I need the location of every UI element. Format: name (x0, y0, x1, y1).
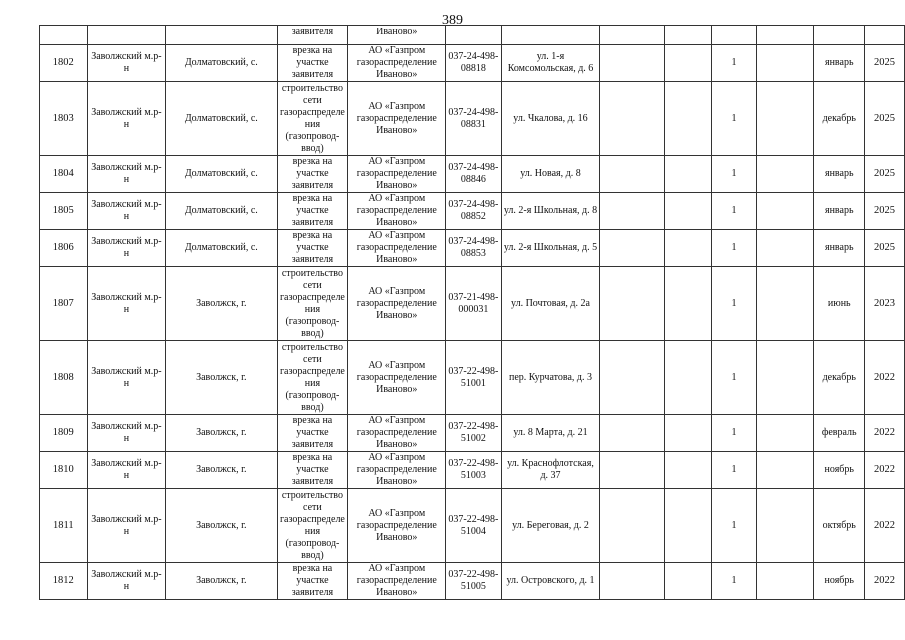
cell-empty (665, 489, 711, 563)
cell-empty (665, 267, 711, 341)
cell-empty (665, 230, 711, 267)
cell-code: 037-24-498-08846 (446, 156, 501, 193)
cell-year: 2022 (865, 489, 905, 563)
cell-empty (600, 45, 665, 82)
cell-empty (40, 26, 88, 45)
cell-work-type: врезка на участке заявителя (277, 230, 348, 267)
cell-month: январь (814, 156, 865, 193)
table-row (40, 45, 905, 82)
cell-empty (757, 230, 814, 267)
cell-empty (600, 82, 665, 156)
page-number: 389 (442, 13, 463, 28)
cell-code: 037-24-498-08818 (446, 45, 501, 82)
cell-empty (87, 26, 166, 45)
cell-work-type: строительство сети газораспределения (газопровод-ввод) (277, 82, 348, 156)
cell-quantity: 1 (711, 193, 757, 230)
cell-empty (757, 489, 814, 563)
cell-code: 037-24-498-08852 (446, 193, 501, 230)
cell-empty (757, 156, 814, 193)
cell-work-type: врезка на участке заявителя (277, 563, 348, 600)
cell-address: ул. Почтовая, д. 2а (501, 267, 600, 341)
cell-year: 2025 (865, 45, 905, 82)
cell-empty (757, 193, 814, 230)
cell-empty (757, 452, 814, 489)
cell-operator: АО «Газпром газораспределение Иваново» (348, 156, 446, 193)
cell-address: ул. 8 Марта, д. 21 (501, 415, 600, 452)
cell-work-type: врезка на участке заявителя (277, 452, 348, 489)
table-row (40, 341, 905, 415)
table-row (40, 230, 905, 267)
cell-operator-tail (348, 26, 446, 45)
cell-quantity: 1 (711, 267, 757, 341)
cell-code: 037-22-498-51001 (446, 341, 501, 415)
cell-address: ул. 2-я Школьная, д. 8 (501, 193, 600, 230)
cell-operator: АО «Газпром газораспределение Иваново» (348, 341, 446, 415)
cell-locality: Долматовский, с. (166, 45, 277, 82)
cell-year: 2025 (865, 156, 905, 193)
cell-address: ул. 1-я Комсомольская, д. 6 (501, 45, 600, 82)
cell-work-type: строительство сети газораспределения (газопровод-ввод) (277, 341, 348, 415)
cell-district: Заволжский м.р-н (87, 563, 166, 600)
cell-district: Заволжский м.р-н (87, 415, 166, 452)
table-row (40, 563, 905, 600)
cell-locality: Заволжск, г. (166, 452, 277, 489)
cell-work-type: врезка на участке заявителя (277, 415, 348, 452)
cell-empty (757, 341, 814, 415)
cell-number: 1812 (40, 563, 88, 600)
cell-month: январь (814, 193, 865, 230)
cell-month: ноябрь (814, 563, 865, 600)
cell-address: ул. Чкалова, д. 16 (501, 82, 600, 156)
cell-address: ул. Краснофлотская, д. 37 (501, 452, 600, 489)
table-row (40, 82, 905, 156)
table-row (40, 193, 905, 230)
cell-month: июнь (814, 267, 865, 341)
cell-work-type: врезка на участке заявителя (277, 45, 348, 82)
cell-number: 1810 (40, 452, 88, 489)
cell-address: ул. Новая, д. 8 (501, 156, 600, 193)
cell-year: 2022 (865, 563, 905, 600)
cell-operator: АО «Газпром газораспределение Иваново» (348, 45, 446, 82)
cell-empty (600, 193, 665, 230)
cell-empty (600, 341, 665, 415)
cell-number: 1802 (40, 45, 88, 82)
cell-empty (600, 267, 665, 341)
cell-empty (665, 563, 711, 600)
cell-empty (665, 82, 711, 156)
cell-quantity: 1 (711, 45, 757, 82)
cell-quantity: 1 (711, 452, 757, 489)
cell-empty (665, 26, 711, 45)
cell-empty (166, 26, 277, 45)
cell-locality: Заволжск, г. (166, 267, 277, 341)
cell-work-type-tail (277, 26, 348, 45)
cell-empty (665, 341, 711, 415)
cell-number: 1804 (40, 156, 88, 193)
cell-month: январь (814, 45, 865, 82)
cell-year: 2025 (865, 82, 905, 156)
cell-year: 2025 (865, 193, 905, 230)
cell-district: Заволжский м.р-н (87, 193, 166, 230)
cell-code: 037-24-498-08853 (446, 230, 501, 267)
cell-code: 037-22-498-51004 (446, 489, 501, 563)
cell-locality: Долматовский, с. (166, 156, 277, 193)
cell-empty (757, 563, 814, 600)
cell-quantity: 1 (711, 341, 757, 415)
cell-work-type: строительство сети газораспределения (газопровод-ввод) (277, 489, 348, 563)
cell-locality: Заволжск, г. (166, 563, 277, 600)
cell-empty (600, 563, 665, 600)
cell-address: ул. 2-я Школьная, д. 5 (501, 230, 600, 267)
cell-locality: Заволжск, г. (166, 489, 277, 563)
cell-year: 2022 (865, 415, 905, 452)
cell-month: октябрь (814, 489, 865, 563)
cell-number: 1808 (40, 341, 88, 415)
cell-empty (600, 415, 665, 452)
cell-empty (665, 193, 711, 230)
table-row (40, 489, 905, 563)
cell-empty (757, 82, 814, 156)
cell-locality: Заволжск, г. (166, 341, 277, 415)
cell-number: 1803 (40, 82, 88, 156)
cell-operator: АО «Газпром газораспределение Иваново» (348, 193, 446, 230)
cell-quantity: 1 (711, 415, 757, 452)
cell-number: 1806 (40, 230, 88, 267)
cell-locality: Заволжск, г. (166, 415, 277, 452)
gas-connection-table (39, 25, 905, 600)
cell-code: 037-22-498-51003 (446, 452, 501, 489)
cell-quantity: 1 (711, 230, 757, 267)
cell-code: 037-24-498-08831 (446, 82, 501, 156)
cell-year: 2025 (865, 230, 905, 267)
cell-locality: Долматовский, с. (166, 193, 277, 230)
table-row (40, 267, 905, 341)
cell-empty (600, 452, 665, 489)
partial-table-row (40, 26, 905, 45)
cell-number: 1807 (40, 267, 88, 341)
cell-month: декабрь (814, 341, 865, 415)
cell-district: Заволжский м.р-н (87, 156, 166, 193)
cell-year: 2023 (865, 267, 905, 341)
cell-month: декабрь (814, 82, 865, 156)
cell-year: 2022 (865, 341, 905, 415)
cell-quantity: 1 (711, 82, 757, 156)
cell-code: 037-22-498-51002 (446, 415, 501, 452)
cell-empty (814, 26, 865, 45)
cell-empty (665, 45, 711, 82)
cell-operator: АО «Газпром газораспределение Иваново» (348, 267, 446, 341)
table-row (40, 415, 905, 452)
cell-year: 2022 (865, 452, 905, 489)
cell-empty (665, 452, 711, 489)
cell-empty (711, 26, 757, 45)
table-row (40, 156, 905, 193)
cell-empty (757, 45, 814, 82)
cell-empty (757, 267, 814, 341)
cell-month: февраль (814, 415, 865, 452)
cell-empty (665, 415, 711, 452)
cell-number: 1809 (40, 415, 88, 452)
cell-empty (865, 26, 905, 45)
cell-district: Заволжский м.р-н (87, 230, 166, 267)
cell-code: 037-22-498-51005 (446, 563, 501, 600)
cell-address: ул. Береговая, д. 2 (501, 489, 600, 563)
cell-operator: АО «Газпром газораспределение Иваново» (348, 452, 446, 489)
work-type-tail-text: заявителя (291, 28, 334, 37)
cell-quantity: 1 (711, 489, 757, 563)
cell-empty (501, 26, 600, 45)
cell-locality: Долматовский, с. (166, 82, 277, 156)
cell-empty (665, 156, 711, 193)
cell-operator: АО «Газпром газораспределение Иваново» (348, 230, 446, 267)
cell-work-type: врезка на участке заявителя (277, 156, 348, 193)
cell-operator: АО «Газпром газораспределение Иваново» (348, 82, 446, 156)
cell-month: январь (814, 230, 865, 267)
cell-operator: АО «Газпром газораспределение Иваново» (348, 489, 446, 563)
cell-locality: Долматовский, с. (166, 230, 277, 267)
cell-empty (600, 26, 665, 45)
cell-work-type: врезка на участке заявителя (277, 193, 348, 230)
cell-empty (446, 26, 501, 45)
cell-district: Заволжский м.р-н (87, 452, 166, 489)
cell-number: 1811 (40, 489, 88, 563)
table-row (40, 452, 905, 489)
cell-address: пер. Курчатова, д. 3 (501, 341, 600, 415)
operator-tail-text: Иваново» (376, 28, 418, 37)
cell-empty (600, 156, 665, 193)
cell-quantity: 1 (711, 563, 757, 600)
cell-district: Заволжский м.р-н (87, 267, 166, 341)
cell-empty (600, 489, 665, 563)
cell-month: ноябрь (814, 452, 865, 489)
cell-district: Заволжский м.р-н (87, 341, 166, 415)
cell-operator: АО «Газпром газораспределение Иваново» (348, 415, 446, 452)
cell-code: 037-21-498-000031 (446, 267, 501, 341)
cell-district: Заволжский м.р-н (87, 45, 166, 82)
cell-number: 1805 (40, 193, 88, 230)
cell-work-type: строительство сети газораспределения (газопровод-ввод) (277, 267, 348, 341)
cell-empty (600, 230, 665, 267)
cell-empty (757, 415, 814, 452)
cell-district: Заволжский м.р-н (87, 82, 166, 156)
cell-empty (757, 26, 814, 45)
cell-quantity: 1 (711, 156, 757, 193)
cell-address: ул. Островского, д. 1 (501, 563, 600, 600)
cell-operator: АО «Газпром газораспределение Иваново» (348, 563, 446, 600)
cell-district: Заволжский м.р-н (87, 489, 166, 563)
